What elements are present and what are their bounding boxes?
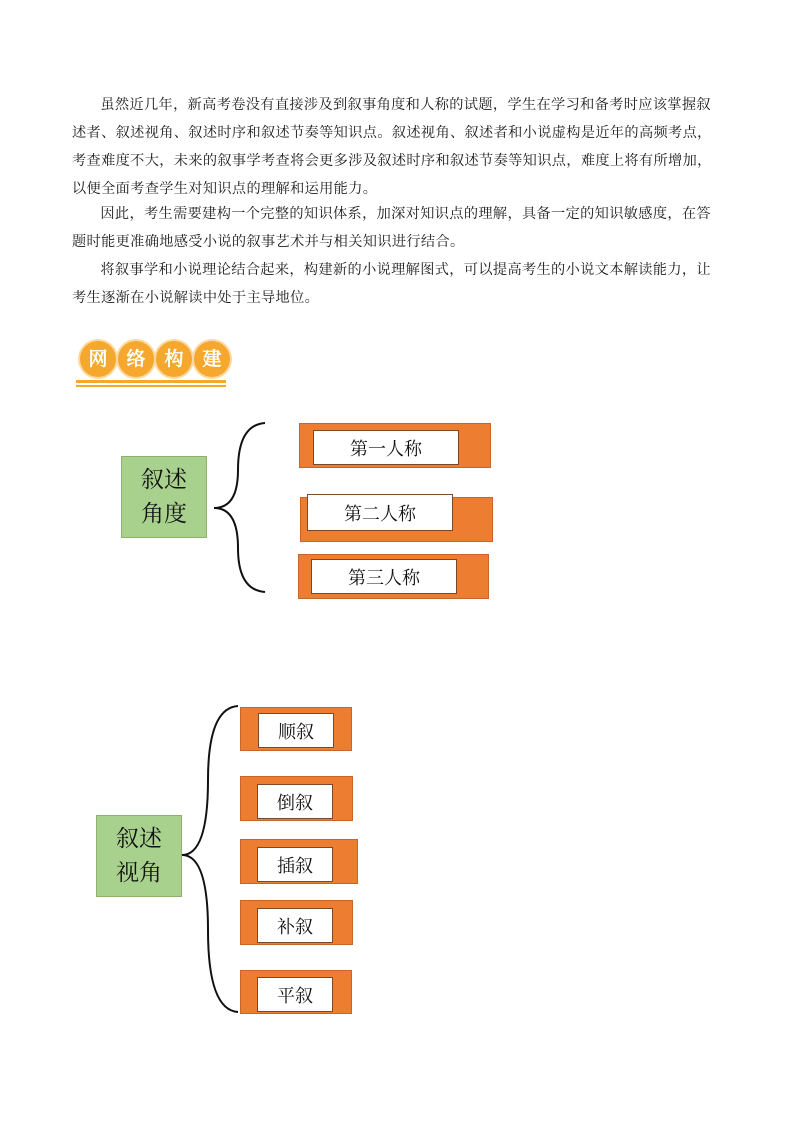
badge-char-1: 网 [80, 341, 116, 377]
intro-paragraph-2: 因此，考生需要建构一个完整的知识体系，加深对知识点的理解，具备一定的知识敏感度，在答题时能更准确地感受小说的叙事艺术并与相关知识进行结合。 [72, 206, 711, 250]
brace-map2 [182, 706, 238, 1012]
map1-root-line1: 叙述 [141, 467, 187, 493]
map2-root-line1: 叙述 [116, 826, 162, 852]
map1-root [121, 456, 207, 538]
intro-paragraph-1: 虽然近几年，新高考卷没有直接涉及到叙事角度和人称的试题，学生在学习和备考时应该掌握叙述者、叙述视角、叙述时序和叙述节奏等知识点。叙述视角、叙述者和小说虚构是近年的高频考点，考查难度不大，未来的叙事学考查将会更多涉及叙述时序和叙述节奏等知识点，难度上将有所增加，以便全面考查学生对知识点的理解和运用能力。 [72, 97, 712, 197]
map1-root-line2: 角度 [141, 501, 187, 527]
map2-node-4: 补叙 [257, 908, 333, 943]
map2-node-3: 插叙 [257, 847, 333, 882]
intro-paragraph-3: 将叙事学和小说理论结合起来，构建新的小说理解图式，可以提高考生的小说文本解读能力，让考生逐渐在小说解读中处于主导地位。 [72, 262, 711, 306]
map1-node-3: 第三人称 [311, 559, 457, 594]
map2-node-2: 倒叙 [257, 784, 333, 819]
map2-root-line2: 视角 [116, 860, 162, 886]
map1-node-1: 第一人称 [313, 430, 459, 465]
map2-node-1: 顺叙 [258, 713, 334, 748]
badge-char-2: 络 [118, 341, 154, 377]
map2-root [96, 815, 182, 897]
map1-node-2: 第二人称 [307, 494, 453, 531]
badge-char-4: 建 [194, 341, 230, 377]
map2-node-5: 平叙 [257, 977, 333, 1012]
brace-map1 [214, 423, 265, 592]
badge-char-3: 构 [156, 341, 192, 377]
